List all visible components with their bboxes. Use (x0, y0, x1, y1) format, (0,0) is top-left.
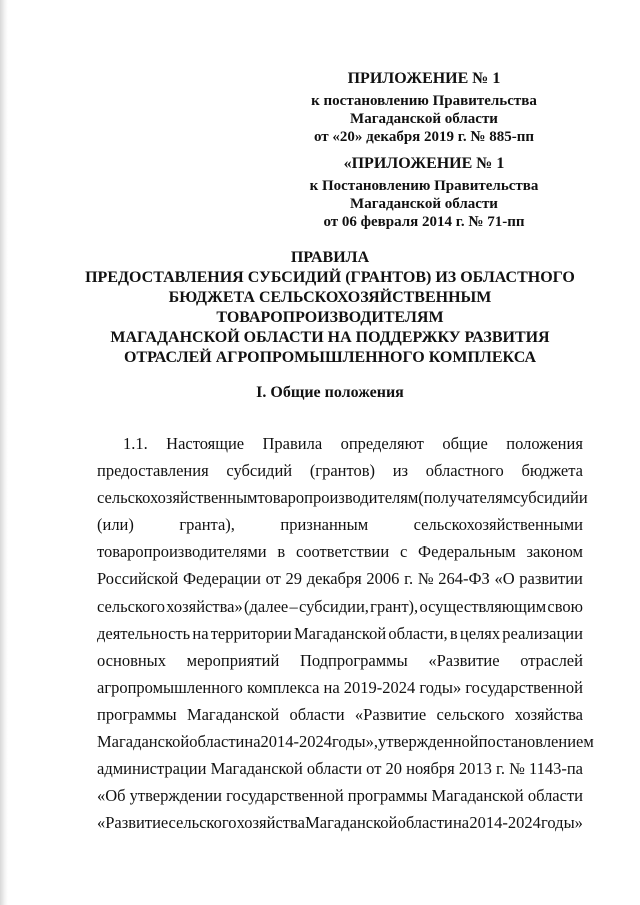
paragraph-word: Федеральным (418, 542, 516, 562)
paragraph-word: на (244, 732, 261, 752)
appendix-current-heading: ПРИЛОЖЕНИЕ № 1 (347, 70, 501, 87)
paragraph-word: – (289, 596, 298, 616)
paragraph-word: «Развитие (428, 650, 500, 670)
paragraph-word: «Об (97, 786, 126, 806)
paragraph-word: с (399, 542, 408, 562)
paragraph-word: сельскохозяйственными (413, 515, 583, 535)
paragraph-word: № (509, 759, 525, 779)
paragraph-word: Магаданской (431, 786, 524, 806)
paragraph-word: основных (97, 650, 167, 670)
paragraph-word: от (265, 569, 281, 589)
paragraph-word: на (192, 623, 209, 643)
paragraph-line (97, 728, 594, 755)
paragraph-word: в (277, 542, 286, 562)
appendix-current-line2: Магаданской области (350, 111, 498, 127)
paragraph-word: соответствии (295, 542, 390, 562)
title-line3: БЮДЖЕТА СЕЛЬСКОХОЗЯЙСТВЕННЫМ (168, 289, 492, 306)
appendix-current-block (294, 70, 554, 146)
paragraph-word: грант), (370, 596, 419, 616)
paragraph-word: (или) (97, 515, 134, 535)
paragraph-word: комплекса (247, 677, 320, 697)
paragraph-word: субсидий (226, 461, 293, 481)
paragraph-word: сельского (168, 813, 237, 833)
paragraph-word: 20 (385, 759, 403, 779)
paragraph-line (97, 809, 583, 836)
paragraph-word: областного (425, 461, 504, 481)
paragraph-line (97, 674, 583, 701)
paragraph-word: (далее (244, 596, 289, 616)
paragraph-word: администрации (97, 759, 207, 779)
paragraph-word: от (366, 759, 382, 779)
paragraph-word: № (417, 569, 434, 589)
paragraph-word: Федерации (183, 569, 261, 589)
paragraph-word: сельского (97, 596, 165, 616)
paragraph-word: сельскохозяйственным (97, 488, 258, 508)
paragraph-line (97, 593, 583, 620)
paragraph-word: целях (459, 623, 501, 643)
paragraph-word: Подпрограммы (299, 650, 408, 670)
paragraph-line (97, 457, 583, 484)
paragraph-word: 2019-2024 (343, 677, 416, 697)
paragraph-word: товаропроизводителями (97, 542, 267, 562)
paragraph-word: 2014-2024 (260, 732, 333, 752)
paragraph-line (97, 755, 583, 782)
paragraph-word: г. (495, 759, 505, 779)
document-title (80, 248, 580, 368)
section-heading: I. Общие положения (256, 384, 404, 401)
title-line2: ПРЕДОСТАВЛЕНИЯ СУБСИДИЙ (ГРАНТОВ) ИЗ ОБЛАСТНОГО (85, 269, 575, 286)
paragraph-word: «Развитие (97, 813, 169, 833)
paragraph-word: хозяйства (514, 704, 583, 724)
title-line6: ОТРАСЛЕЙ АГРОПРОМЫШЛЕННОГО КОМПЛЕКСА (123, 349, 537, 366)
paragraph-word: области (306, 759, 363, 779)
paragraph-word: определяют (340, 434, 424, 453)
paragraph-word: Настоящие (166, 434, 245, 453)
paragraph-word: на (323, 677, 340, 697)
paragraph-line (97, 430, 583, 457)
paragraph-line (97, 484, 588, 511)
paragraph-word: области, (388, 623, 448, 643)
paragraph-word: Магаданской (305, 813, 398, 833)
paragraph-word: территории (210, 623, 292, 643)
paragraph-word: (грантов) (309, 461, 376, 481)
paragraph-word: реализации (502, 623, 583, 643)
paragraph-word: свою (547, 596, 583, 616)
paragraph-word: «Развитие (354, 704, 427, 724)
paragraph-word: товаропроизводителям (257, 488, 419, 508)
paragraph-word: законом (526, 542, 583, 562)
paragraph-word: признанным (280, 515, 369, 535)
scan-edge-shadow (0, 0, 8, 905)
paragraph-word: общие (442, 434, 488, 453)
appendix-original-line3: от 06 февраля 2014 г. № 71-пп (323, 214, 525, 230)
appendix-original-heading: «ПРИЛОЖЕНИЕ № 1 (343, 155, 505, 172)
paragraph-word: в (449, 623, 458, 643)
paragraph-word: государственной (465, 677, 583, 697)
paragraph-word: Правила (262, 434, 323, 453)
appendix-current-line1: к постановлению Правительства (311, 93, 537, 109)
appendix-current-line3: от «20» декабря 2019 г. № 885-пп (313, 129, 534, 145)
paragraph-word: ноября (406, 759, 455, 779)
paragraph-word: программы (97, 704, 177, 724)
paragraph-word: 2013 (458, 759, 492, 779)
paragraph-word: государственной (226, 786, 344, 806)
appendix-original-line1: к Постановлению Правительства (309, 178, 539, 194)
paragraph-word: Магаданской (186, 704, 280, 724)
paragraph-word: годы» (541, 813, 583, 833)
paragraph-word: утверждении (129, 786, 222, 806)
paragraph-line (97, 782, 583, 809)
paragraph-word: области (189, 732, 245, 752)
paragraph-word: хозяйства» (166, 596, 243, 616)
paragraph-word: годы» (419, 677, 462, 697)
paragraph-word: г. (404, 569, 414, 589)
paragraph-word: отраслей (520, 650, 583, 670)
paragraph-line (97, 620, 583, 647)
paragraph-word: области (527, 786, 583, 806)
paragraph-word: 1143-па (528, 759, 583, 779)
title-line1: ПРАВИЛА (290, 249, 370, 266)
paragraph-word: утвержденной (378, 732, 479, 752)
paragraph-1-1 (97, 430, 594, 836)
paragraph-word: из (392, 461, 409, 481)
paragraph-line (97, 538, 583, 565)
paragraph-word: агропромышленного (97, 677, 243, 697)
paragraph-word: области (289, 704, 345, 724)
paragraph-word: 1.1. (123, 434, 148, 453)
paragraph-word: предоставления (97, 461, 209, 481)
appendix-original-block (294, 155, 554, 231)
paragraph-word: декабря (306, 569, 362, 589)
paragraph-word: деятельность (97, 623, 191, 643)
paragraph-word: программы (347, 786, 428, 806)
paragraph-word: и (578, 488, 588, 508)
title-line5: МАГАДАНСКОЙ ОБЛАСТИ НА ПОДДЕРЖКУ РАЗВИТИЯ (110, 329, 550, 346)
paragraph-word: положения (506, 434, 583, 453)
appendix-original-line2: Магаданской области (350, 196, 498, 212)
paragraph-word: области (397, 813, 453, 833)
paragraph-word: развитии (519, 569, 583, 589)
paragraph-word: 2014-2024 (469, 813, 541, 833)
paragraph-word: мероприятий (186, 650, 280, 670)
paragraph-line (97, 701, 583, 728)
paragraph-word: годы», (332, 732, 379, 752)
paragraph-word: хозяйства (236, 813, 305, 833)
paragraph-line (97, 511, 583, 538)
paragraph-word: Магаданской (97, 732, 190, 752)
paragraph-word: осуществляющим (419, 596, 547, 616)
paragraph-word: Российской (97, 569, 179, 589)
paragraph-word: субсидии, (299, 596, 369, 616)
paragraph-word: 264-ФЗ (438, 569, 490, 589)
paragraph-word: «О (494, 569, 515, 589)
paragraph-word: субсидий (513, 488, 579, 508)
paragraph-word: Магаданской (293, 623, 387, 643)
paragraph-word: 2006 (366, 569, 400, 589)
paragraph-word: бюджета (521, 461, 583, 481)
paragraph-word: сельского (436, 704, 505, 724)
paragraph-word: (получателям (418, 488, 514, 508)
paragraph-word: гранта), (179, 515, 235, 535)
paragraph-line (97, 565, 583, 592)
paragraph-word: 29 (285, 569, 303, 589)
paragraph-word: Магаданской (210, 759, 303, 779)
title-line4: ТОВАРОПРОИЗВОДИТЕЛЯМ (216, 309, 444, 326)
paragraph-line (97, 647, 583, 674)
paragraph-word: постановлением (478, 732, 594, 752)
paragraph-word: на (452, 813, 470, 833)
